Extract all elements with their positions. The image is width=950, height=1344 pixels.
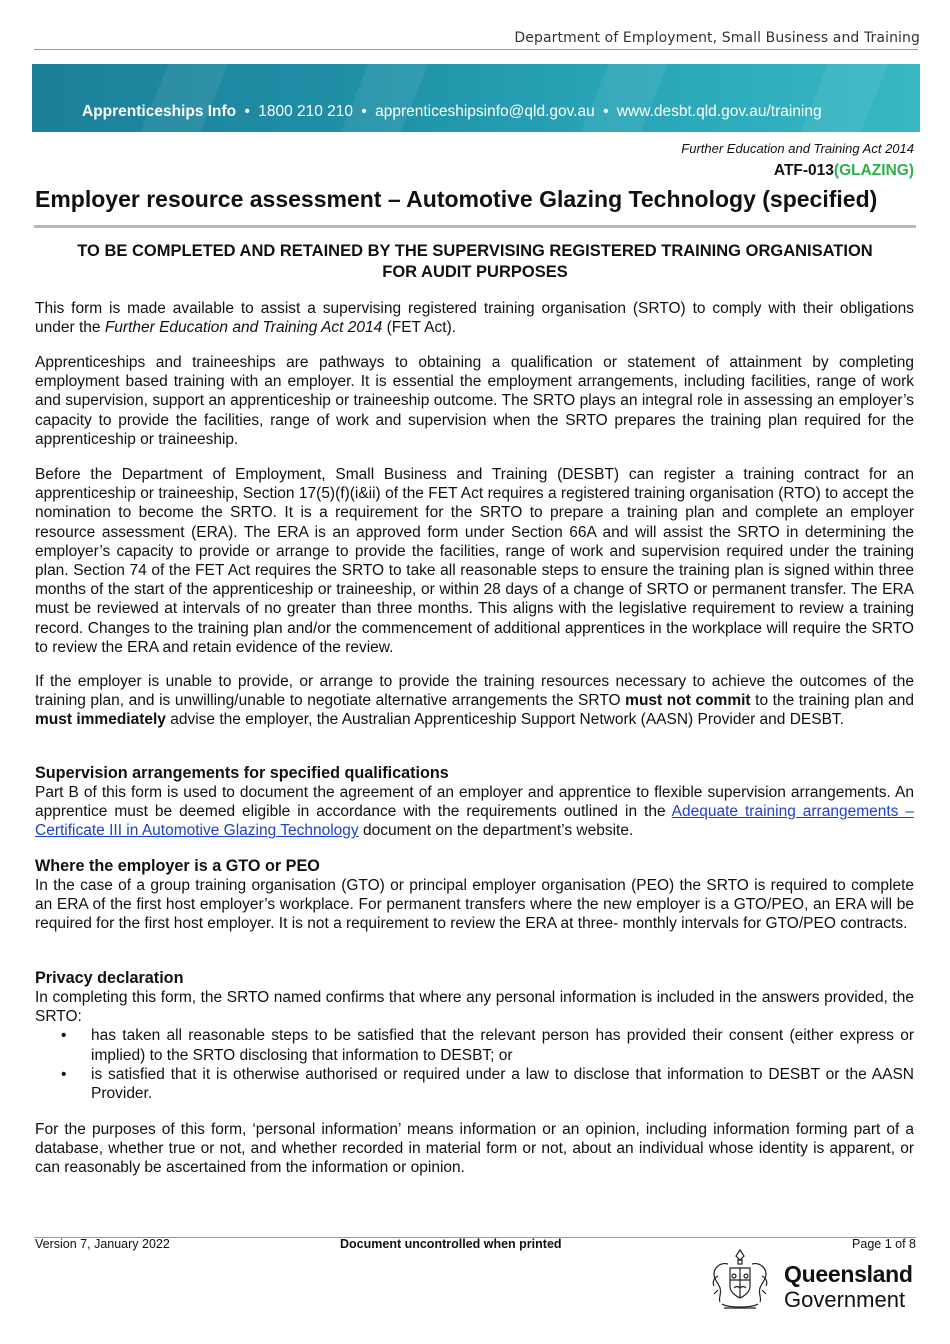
banner-decoration bbox=[572, 64, 672, 132]
privacy-bullet-list bbox=[35, 1026, 914, 1103]
emphasis-text: must immediately bbox=[35, 711, 166, 729]
section-heading: Supervision arrangements for specified qualifications bbox=[35, 764, 449, 782]
paragraph-text: In completing this form, the SRTO named confirms that where any personal information is included in the answers provided, the SRTO: bbox=[35, 989, 914, 1026]
form-code bbox=[774, 162, 914, 180]
audit-notice: TO BE COMPLETED AND RETAINED BY THE SUPERVISING REGISTERED TRAINING ORGANISATION FOR AUDIT PURPOSES bbox=[77, 242, 873, 281]
intro-paragraph-4 bbox=[35, 672, 914, 730]
bullet-separator: • bbox=[603, 103, 609, 120]
paragraph-text: document on the department’s website. bbox=[358, 822, 634, 840]
footer-control-notice: Document uncontrolled when printed bbox=[340, 1237, 562, 1251]
paragraph-text: For the purposes of this form, ‘personal information’ means information or an opinion, including information forming part of a database, whether true or not, and whether recorded in material form or not, about an individual whose identity is apparent, or can reasonably be ascertained from the information or opinion. bbox=[35, 1121, 914, 1177]
adequate-training-link[interactable]: Adequate training arrangements – Certificate III in Automotive Glazing Technology bbox=[35, 803, 914, 840]
banner-contact-line bbox=[82, 103, 822, 121]
contact-banner bbox=[32, 64, 920, 132]
paragraph-text: advise the employer, the Australian Apprenticeship Support Network (AASN) Provider and DESBT. bbox=[165, 711, 844, 729]
intro-paragraph-3 bbox=[35, 465, 914, 657]
bullet-icon: • bbox=[61, 1065, 67, 1083]
list-item bbox=[35, 1065, 914, 1103]
banner-email[interactable]: apprenticeshipsinfo@qld.gov.au bbox=[375, 103, 595, 120]
list-item-text: has taken all reasonable steps to be satisfied that the relevant person has provided their consent (either express or implied) to the SRTO disclosing that information to DESBT; or bbox=[91, 1027, 914, 1064]
section-heading: Privacy declaration bbox=[35, 969, 184, 987]
act-reference: Further Education and Training Act 2014 bbox=[681, 141, 914, 156]
banner-program: Apprenticeships Info bbox=[82, 103, 237, 120]
page-title: Employer resource assessment – Automotive Glazing Technology (specified) bbox=[35, 186, 878, 212]
header-divider bbox=[34, 49, 918, 50]
bullet-separator: • bbox=[244, 103, 250, 120]
banner-decoration bbox=[332, 64, 432, 132]
logo-text-line2: Government bbox=[784, 1287, 906, 1312]
logo-text-line1: Queensland bbox=[784, 1261, 913, 1287]
form-code-id: ATF-013 bbox=[773, 162, 834, 179]
list-item bbox=[35, 1026, 914, 1064]
paragraph-text: to the training plan and bbox=[750, 692, 914, 710]
section-heading: Where the employer is a GTO or PEO bbox=[35, 857, 320, 875]
title-divider bbox=[34, 225, 916, 228]
paragraph-text: Part B of this form is used to document the agreement of an employer and apprentice to flexible supervision arrangements. An apprentice must be deemed eligible in accordance with the requirements outlined in the bbox=[35, 784, 914, 821]
paragraph-text: Before the Department of Employment, Small Business and Training (DESBT) can register a training contract for an apprenticeship or traineeship, Section 17(5)(f)(i&ii) of the FET Act requires a registered training organisation (RTO) to accept the nomination to become the SRTO. It is a requirement for the SRTO to prepare a training plan and complete an employer resource assessment (ERA). The ERA is an approved form under Section 66A and will assist the SRTO in determining the employer’s capacity to provide or arrange to provide the facilities, range of work and supervision required under the training plan. Section 74 of the FET Act requires the SRTO to take all reasonable steps to ensure the training plan is signed within three months of the start of the apprenticeship or traineeship, or within 28 days of a change of SRTO or permanent transfer. The ERA must be reviewed at intervals of no greater than three months. This aligns with the legislative requirement to review a training record. Changes to the training plan and/or the commencement of additional apprentices in the workplace will require the SRTO to review the ERA and retain evidence of the review. bbox=[35, 466, 914, 656]
banner-decoration bbox=[792, 64, 892, 132]
banner-phone[interactable]: 1800 210 210 bbox=[258, 103, 354, 120]
department-name: Department of Employment, Small Business and Training bbox=[514, 30, 920, 46]
banner-website[interactable]: www.desbt.qld.gov.au/training bbox=[616, 103, 822, 120]
intro-text: (FET Act). bbox=[382, 319, 457, 337]
intro-text: This form is made available to assist a supervising registered training organisation (SRTO) to comply with their obligations under the bbox=[35, 300, 914, 337]
paragraph-text: Apprenticeships and traineeships are pathways to obtaining a qualification or statement of attainment by completing employment based training with an employer. It is essential the employment arrangements, including facilities, range of work and supervision, support an apprenticeship or traineeship outcome. The SRTO plays an integral role in assessing an employer’s capacity to provide the facilities, range of work and supervision when the SRTO prepares the training plan required for the apprenticeship or traineeship. bbox=[35, 354, 914, 448]
bullet-separator: • bbox=[361, 103, 367, 120]
banner-decoration bbox=[132, 64, 232, 132]
form-code-variant: (GLAZING) bbox=[833, 162, 914, 179]
gto-section bbox=[35, 857, 914, 934]
list-item-text: is satisfied that it is otherwise authorised or required under a law to disclose that information to DESBT or the AASN Provider. bbox=[91, 1065, 914, 1103]
intro-paragraph-2 bbox=[35, 353, 914, 449]
queensland-crest-icon bbox=[704, 1246, 776, 1318]
queensland-government-logo bbox=[704, 1246, 916, 1316]
emphasis-text: must not commit bbox=[625, 692, 751, 710]
privacy-section bbox=[35, 969, 914, 1103]
bullet-icon: • bbox=[61, 1027, 67, 1045]
act-title-italic: Further Education and Training Act 2014 bbox=[104, 319, 383, 337]
supervision-section bbox=[35, 764, 914, 841]
privacy-definition bbox=[35, 1120, 914, 1178]
paragraph-text: In the case of a group training organisation (GTO) or principal employer organisation (PEO) the SRTO is required to complete an ERA of the first host employer’s workplace. For permanent transfers where the new employer is a GTO/PEO, an ERA will be required for the first host employer. It is not a requirement to review the ERA at three- monthly intervals for GTO/PEO contracts. bbox=[35, 877, 914, 933]
paragraph-text: If the employer is unable to provide, or arrange to provide the training resources necessary to achieve the outcomes of the training plan, and is unwilling/unable to negotiate alternative arrangements the SRTO bbox=[35, 673, 914, 710]
footer-version: Version 7, January 2022 bbox=[35, 1237, 170, 1251]
footer-page-number: Page 1 of 8 bbox=[852, 1237, 916, 1251]
intro-paragraph-1 bbox=[35, 299, 914, 337]
